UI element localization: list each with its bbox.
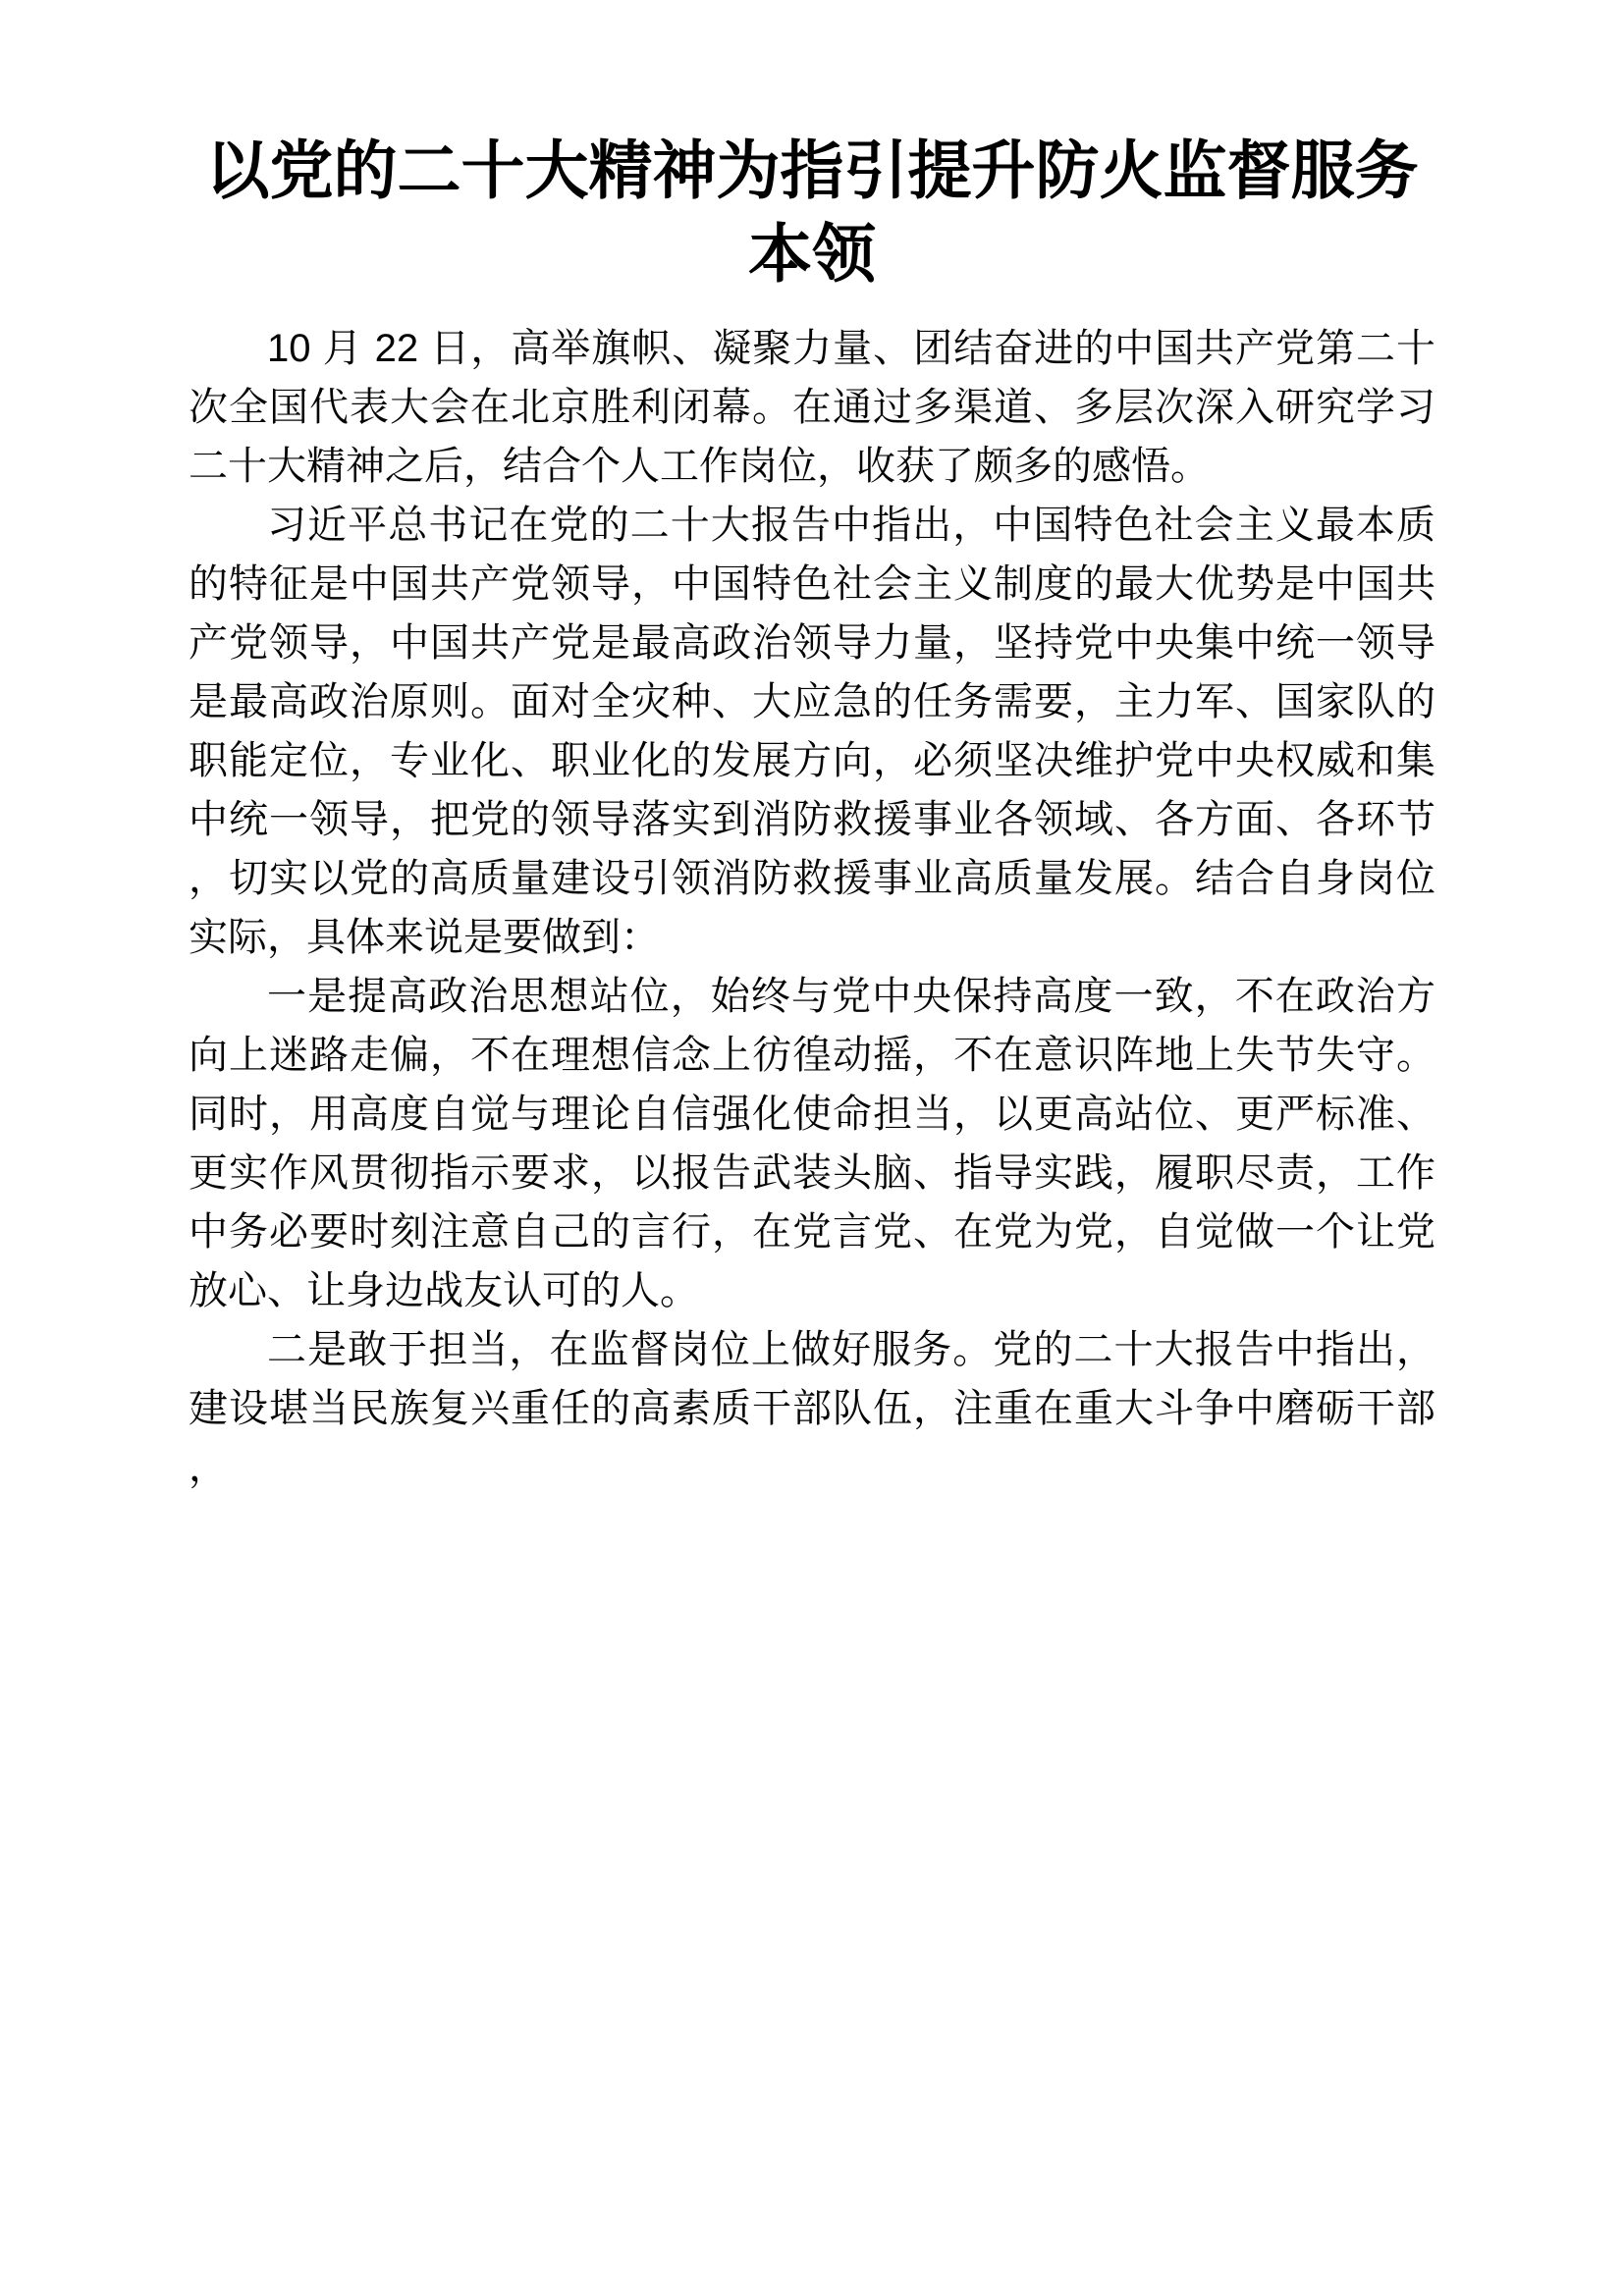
paragraph-point-two: 二是敢于担当，在监督岗位上做好服务。党的二十大报告中指出，建设堪当民族复兴重任的高素质干部队伍，注重在重大斗争中磨砺干部， — [189, 1328, 1435, 1489]
document-body — [189, 319, 1435, 1497]
paragraph-point-one: 一是提高政治思想站位，始终与党中央保持高度一致，不在政治方向上迷路走偏，不在理想信念上彷徨动摇，不在意识阵地上失节失守。同时，用高度自觉与理论自信强化使命担当，以更高站位、更严标准、更实作风贯彻指示要求，以报告武装头脑、指导实践，履职尽责，工作中务必要时刻注意自己的言行，在党言党、在党为党，自觉做一个让党放心、让身边战友认可的人。 — [189, 975, 1435, 1312]
document-title: 以党的二十大精神为指引提升防火监督服务本领 — [205, 134, 1419, 290]
paragraph-intro: 10 月 22 日，高举旗帜、凝聚力量、团结奋进的中国共产党第二十次全国代表大会在北京胜利闭幕。在通过多渠道、多层次深入研究学习二十大精神之后，结合个人工作岗位，收获了颇多的感悟。 — [189, 327, 1435, 488]
paragraph-report-summary: 习近平总书记在党的二十大报告中指出，中国特色社会主义最本质的特征是中国共产党领导，中国特色社会主义制度的最大优势是中国共产党领导，中国共产党是最高政治领导力量，坚持党中央集中统一领导是最高政治原则。面对全灾种、大应急的任务需要，主力军、国家队的职能定位，专业化、职业化的发展方向，必须坚决维护党中央权威和集中统一领导，把党的领导落实到消防救援事业各领域、各方面、各环节，切实以党的高质量建设引领消防救援事业高质量发展。结合自身岗位实际，具体来说是要做到： — [189, 504, 1435, 959]
